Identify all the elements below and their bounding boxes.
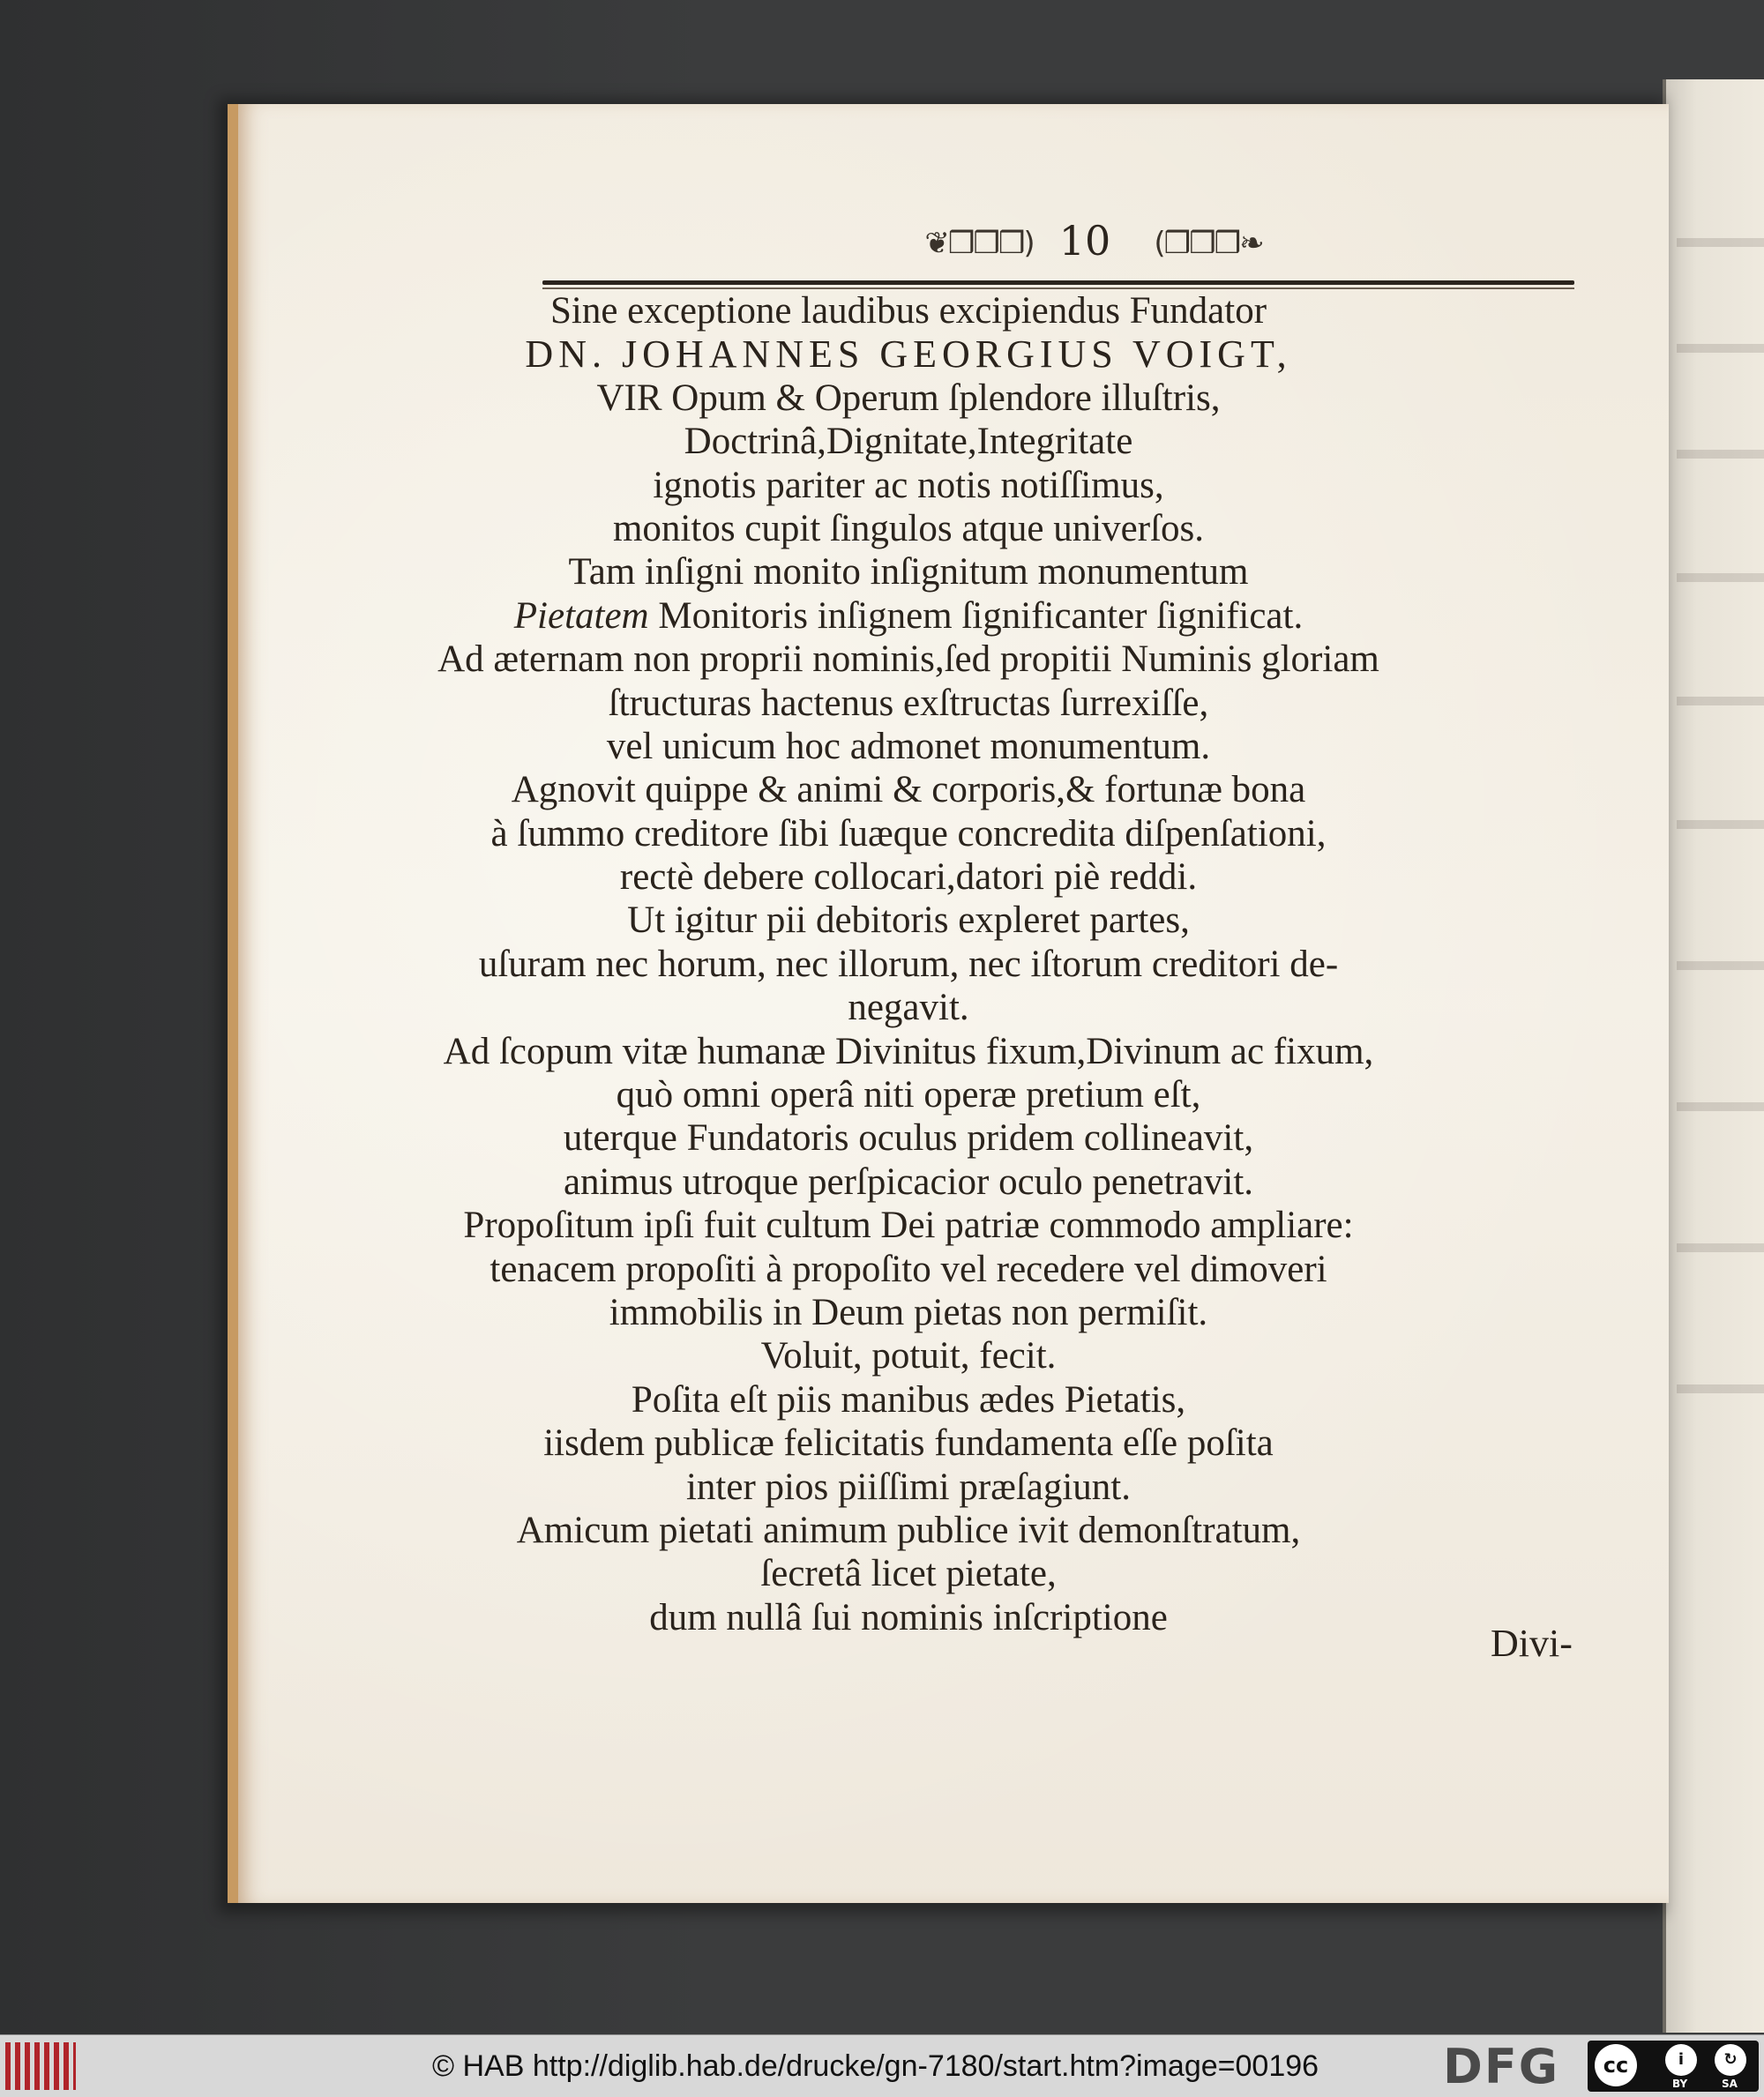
text-line-content: ignotis pariter ac notis notiſſimus, xyxy=(653,464,1164,506)
cc-icon: cc xyxy=(1595,2044,1637,2086)
cc-license-badge[interactable] xyxy=(1588,2041,1759,2092)
text-line xyxy=(238,812,1579,855)
header-ornament-left: ❦❒❒❒) xyxy=(924,226,1034,261)
text-line-content: Ad æternam non proprii nominis,ſed propitii Numinis gloriam xyxy=(437,638,1379,681)
text-line xyxy=(238,1422,1579,1465)
text-line xyxy=(238,464,1579,507)
text-line-content: uſuram nec horum, nec illorum, nec iſtorum creditori de- xyxy=(478,943,1339,985)
text-line-content: monitos cupit ſingulos atque univerſos. xyxy=(612,507,1205,549)
text-line-content: Ut igitur pii debitoris expleret partes, xyxy=(627,899,1190,942)
text-line-content: Ad ſcopum vitæ humanæ Divinitus fixum,Divinum ac fixum, xyxy=(443,1030,1374,1072)
text-line xyxy=(238,594,1579,638)
header-rule xyxy=(542,280,1574,285)
header-ornament-right: (❒❒❒❧ xyxy=(1154,226,1263,261)
text-line xyxy=(238,1248,1579,1291)
text-line xyxy=(238,1204,1579,1247)
text-line xyxy=(238,899,1579,942)
text-line xyxy=(238,943,1579,986)
text-line xyxy=(238,289,1579,332)
text-line xyxy=(238,1073,1579,1116)
copyright-link[interactable]: © HAB http://diglib.hab.de/drucke/gn-7180/start.htm?image=00196 xyxy=(432,2049,1319,2083)
text-line-content: rectè debere collocari,datori piè reddi. xyxy=(619,856,1198,899)
text-line-content: VIR Opum & Operum ſplendore illuſtris, xyxy=(596,377,1221,419)
page-header xyxy=(238,104,1669,265)
text-line-content: Poſita eſt piis manibus ædes Pietatis, xyxy=(631,1378,1186,1421)
text-line xyxy=(238,1030,1579,1073)
person-icon: i xyxy=(1665,2044,1697,2076)
text-line-content: iisdem publicæ felicitatis fundamenta eſſe poſita xyxy=(543,1422,1274,1465)
text-line xyxy=(238,1596,1579,1639)
text-line xyxy=(238,1334,1579,1377)
cc-by-label: BY xyxy=(1672,2078,1688,2090)
text-line xyxy=(238,1552,1579,1595)
text-line xyxy=(238,855,1579,899)
text-line-content: uterque Fundatoris oculus pridem collineavit, xyxy=(563,1117,1254,1160)
text-line-content: vel unicum hoc admonet monumentum. xyxy=(606,725,1211,767)
adjacent-page-edge xyxy=(1663,79,1764,2033)
text-line xyxy=(238,332,1579,376)
text-line-content: Agnovit quippe & animi & corporis,& fortunæ bona xyxy=(511,769,1306,811)
share-alike-icon: ↻ xyxy=(1715,2044,1746,2076)
book-page xyxy=(228,104,1669,1903)
text-line-content: tenacem propoſiti à propoſito vel recedere vel dimoveri xyxy=(490,1248,1327,1290)
text-line xyxy=(238,1378,1579,1422)
text-line-content: Monitoris inſignem ſignificanter ſignificat. xyxy=(648,594,1304,637)
text-line-content: negavit. xyxy=(848,987,969,1029)
text-line-content: dum nullâ ſui nominis inſcriptione xyxy=(649,1596,1168,1638)
text-line-content: immobilis in Deum pietas non permiſit. xyxy=(609,1291,1208,1333)
text-line-content: DN. JOHANNES GEORGIUS VOIGT, xyxy=(525,332,1292,377)
text-line-content: ſecretâ licet pietate, xyxy=(760,1553,1057,1595)
text-line xyxy=(238,1160,1579,1204)
text-line xyxy=(238,1466,1579,1509)
text-line-content: Propoſitum ipſi fuit cultum Dei patriæ commodo ampliare: xyxy=(463,1205,1354,1247)
hab-logo-icon[interactable] xyxy=(5,2042,76,2090)
text-line-content: Doctrinâ,Dignitate,Integritate xyxy=(684,421,1133,463)
dfg-logo[interactable]: DFG xyxy=(1443,2039,1560,2094)
catchword: Divi- xyxy=(1491,1622,1573,1665)
viewer-footer xyxy=(0,2034,1764,2097)
text-line xyxy=(238,1509,1579,1552)
text-line xyxy=(238,1291,1579,1334)
text-line-content: inter pios piiſſimi præſagiunt. xyxy=(685,1466,1132,1508)
text-line xyxy=(238,1116,1579,1160)
text-line xyxy=(238,682,1579,725)
text-line xyxy=(238,638,1579,681)
text-line xyxy=(238,986,1579,1029)
text-line xyxy=(238,550,1579,593)
text-line xyxy=(238,420,1579,463)
text-line xyxy=(238,768,1579,811)
cc-sa-label: SA xyxy=(1722,2078,1738,2090)
text-line-content: Sine exceptione laudibus excipiendus Fundator xyxy=(549,290,1267,332)
text-line-content: quò omni operâ niti operæ pretium eſt, xyxy=(616,1074,1201,1116)
text-line xyxy=(238,507,1579,550)
text-line-content: à ſummo creditore ſibi ſuæque concredita diſpenſationi, xyxy=(490,812,1327,854)
text-line xyxy=(238,725,1579,768)
body-text xyxy=(238,289,1579,1639)
text-line-content: animus utroque perſpicacior oculo penetravit. xyxy=(563,1160,1254,1203)
text-line-content: Tam inſigni monito inſignitum monumentum xyxy=(568,551,1249,593)
text-line-content: ſtructuras hactenus exſtructas ſurrexiſſe, xyxy=(608,682,1209,724)
italic-lead-word: Pietatem xyxy=(513,594,649,637)
text-line-content: Voluit, potuit, fecit. xyxy=(760,1335,1057,1377)
page-number: 10 xyxy=(1058,217,1111,265)
text-line-content: Amicum pietati animum publice ivit demonſtratum, xyxy=(516,1509,1301,1551)
text-line xyxy=(238,377,1579,420)
